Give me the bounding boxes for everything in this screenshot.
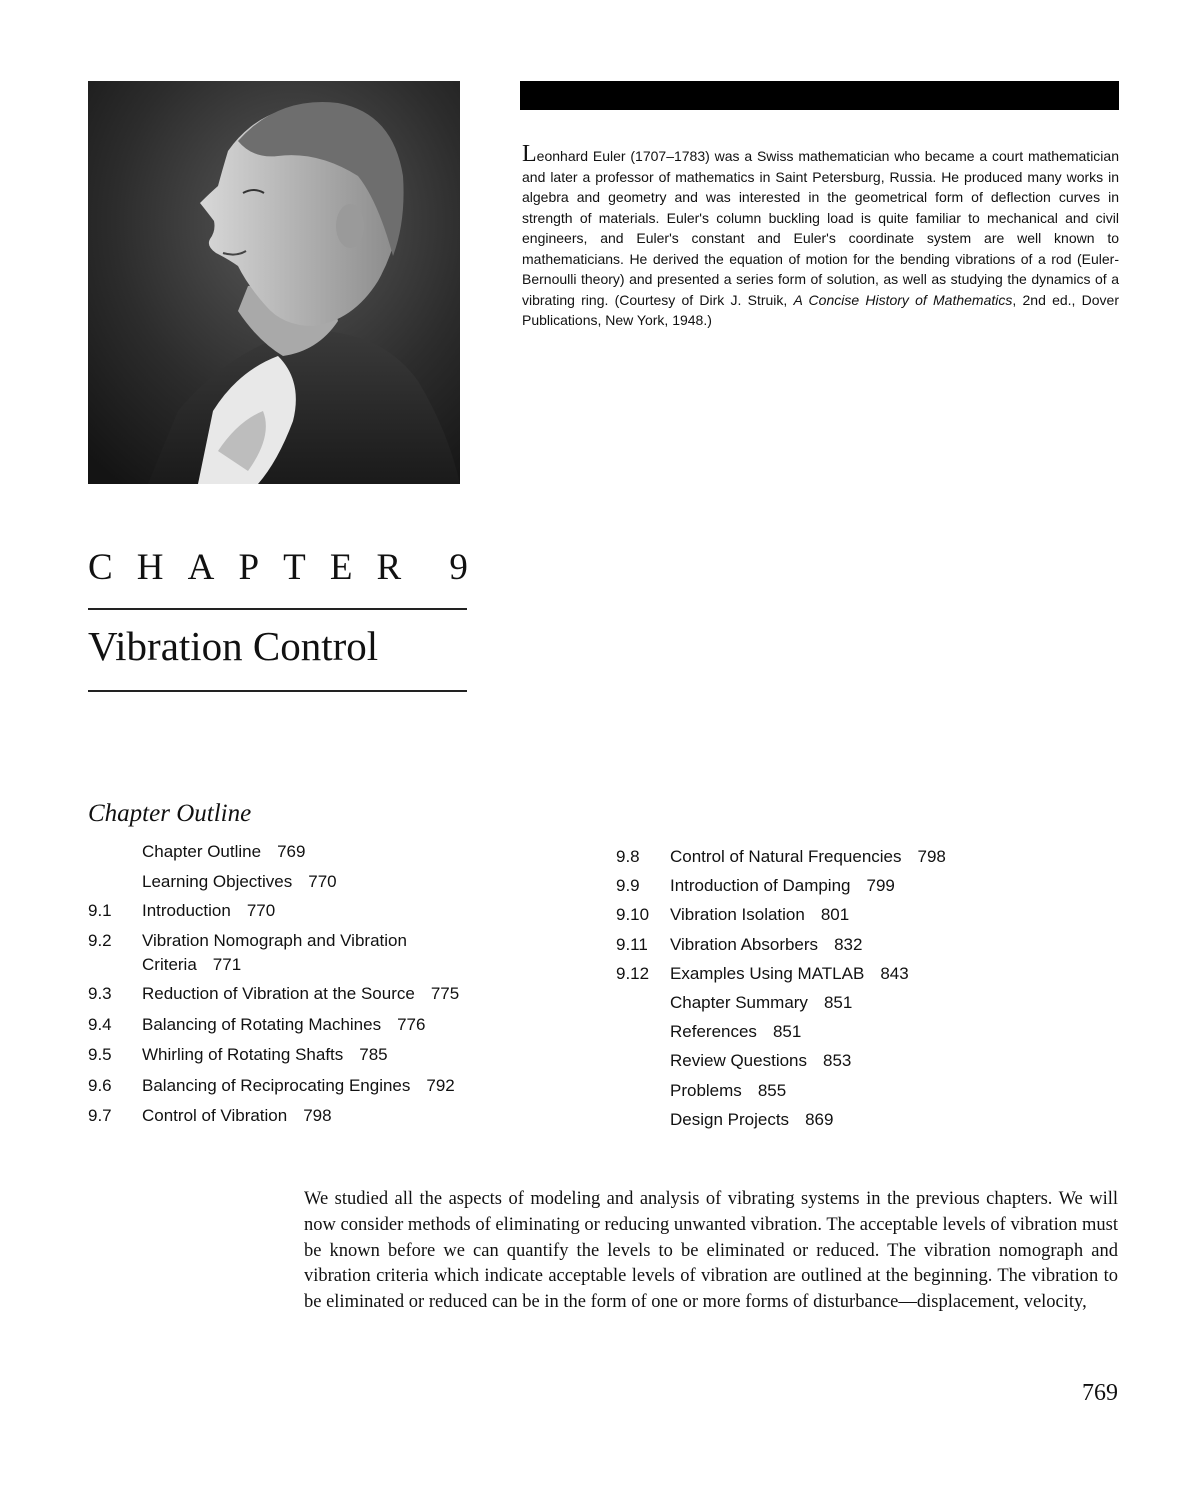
toc-entry[interactable] [88,840,548,864]
toc-entry[interactable] [616,991,1116,1015]
chapter-letter: E [329,547,353,588]
toc-title: Vibration Absorbers [670,934,819,954]
toc-number: 9.10 [616,905,650,925]
intro-paragraph: We studied all the aspects of modeling and analysis of vibrating systems in the previous chapters. We will now consider methods of eliminating or reducing unwanted vibration. The acceptable levels of vibration must be known before we can quantify the levels to be eliminated or reduced. The vibration nomograph and vibration criteria which indicate acceptable levels of vibration are outlined at the beginning. The vibration to be eliminated or reduced can be in the form of one or more forms of disturbance—displacement, velocity, [304,1189,1118,1313]
toc-title-continued: Criteria [142,954,197,974]
toc-title: Learning Objectives [142,871,293,891]
toc-title: Reduction of Vibration at the Source [142,984,415,1003]
toc-entry[interactable] [88,982,548,1006]
toc-page: 776 [397,1014,426,1034]
bio-courtesy-suffix: , 2nd ed., Dover Publications, New York, 1948.) [522,291,1119,328]
toc-entry[interactable] [616,1079,1116,1103]
toc-page: 843 [880,963,909,983]
toc-entry[interactable] [88,1074,548,1098]
toc-page: 771 [212,954,242,974]
toc-entry[interactable] [616,903,1116,927]
toc-title: Problems [670,1080,742,1100]
toc-title: Balancing of Reciprocating Engines [142,1075,411,1095]
toc-title: Chapter Outline [142,842,262,861]
toc-entry[interactable] [616,845,1116,869]
toc-number: 9.2 [88,930,112,950]
toc-title: Control of Natural Frequencies [670,847,902,866]
toc-title: Balancing of Rotating Machines [142,1014,382,1034]
toc-title: Examples Using MATLAB [670,963,865,983]
toc-title: Introduction [142,901,231,920]
toc-number: 9.6 [88,1075,112,1095]
toc-page: 770 [246,901,276,920]
toc-number: 9.9 [616,876,640,896]
toc-page: 798 [917,847,946,866]
chapter-label [88,546,468,589]
toc-page: 770 [308,871,337,891]
toc-number: 9.8 [616,847,640,866]
toc-page: 769 [277,842,306,861]
chapter-letter: A [187,547,215,588]
chapter-number: 9 [449,547,468,588]
toc-page: 798 [303,1106,332,1125]
chapter-letter: H [136,547,164,588]
toc-page: 855 [757,1080,787,1100]
toc-title: Review Questions [670,1051,808,1071]
toc-right-column [616,845,1116,1132]
toc-entry[interactable] [616,874,1116,898]
toc-entry[interactable] [88,1104,548,1128]
toc-title: Control of Vibration [142,1106,288,1125]
toc-page: 785 [359,1045,388,1064]
toc-entry[interactable] [616,1049,1116,1073]
toc-entry[interactable] [616,933,1116,957]
toc-entry[interactable] [616,1020,1116,1044]
bio-courtesy-book: A Concise History of Mathematics [793,291,1013,308]
toc-number: 9.5 [88,1045,112,1064]
chapter-letter: P [238,547,260,588]
toc-entry[interactable] [88,1043,548,1067]
toc-page: 853 [823,1051,852,1071]
toc-page: 851 [823,992,853,1012]
toc-page: 869 [805,1109,834,1129]
toc-title: Introduction of Damping [670,876,851,896]
toc-number: 9.12 [616,963,650,983]
portrait-illustration [88,81,460,484]
chapter-title: Vibration Control [88,623,379,669]
biography-paragraph [522,142,1119,331]
chapter-letter: T [283,547,306,588]
toc-page: 851 [772,1022,802,1042]
bio-courtesy-prefix: (Courtesy of Dirk J. Struik, [614,291,794,308]
chapter-bottom-rule [88,690,467,692]
outline-heading: Chapter Outline [88,800,252,827]
toc-title: Whirling of Rotating Shafts [142,1045,344,1064]
toc-entry[interactable] [88,870,548,894]
bio-text: eonhard Euler (1707–1783) was a Swiss mathematician who became a court mathematician and later a professor of mathematics in Saint Petersburg, Russia. He produced many works in algebra and geometry and was interested in the geometrical form of deflection curves in strength of materials. Euler's column buckling load is quite familiar to mechanical and civil engineers, and Euler's constant and Euler's coordinate system are well known to mathematicians. He derived the equation of motion for the bending vibrations of a rod (Euler-Bernoulli theory) and presented a series form of solution, as well as studying the dynamics of a vibrating ring. [522,148,1119,308]
toc-page: 775 [430,984,460,1003]
toc-title: Chapter Summary [670,992,808,1012]
toc-number: 9.1 [88,901,112,920]
toc-title: Design Projects [670,1109,790,1129]
toc-left-column [88,840,548,1128]
toc-title: Vibration Nomograph and Vibration [142,930,407,950]
chapter-letter: R [376,547,402,588]
toc-entry[interactable] [88,1013,548,1037]
toc-entry[interactable] [88,929,548,977]
toc-number: 9.4 [88,1014,112,1034]
page-number: 769 [1082,1380,1118,1406]
toc-number: 9.11 [616,934,648,954]
toc-page: 832 [834,934,863,954]
chapter-top-rule [88,608,467,610]
toc-page: 792 [426,1075,455,1095]
euler-portrait-image [88,81,460,484]
toc-page: 801 [820,905,850,925]
toc-entry[interactable] [616,962,1116,986]
toc-number: 9.7 [88,1106,112,1125]
toc-title: Vibration Isolation [670,905,805,925]
chapter-letter: C [88,547,113,588]
toc-entry[interactable] [616,1108,1116,1132]
toc-title: References [670,1022,757,1042]
toc-number: 9.3 [88,984,112,1003]
header-black-bar [520,81,1119,110]
toc-entry[interactable] [88,899,548,923]
bio-dropcap: L [522,141,537,167]
toc-page: 799 [866,876,895,896]
